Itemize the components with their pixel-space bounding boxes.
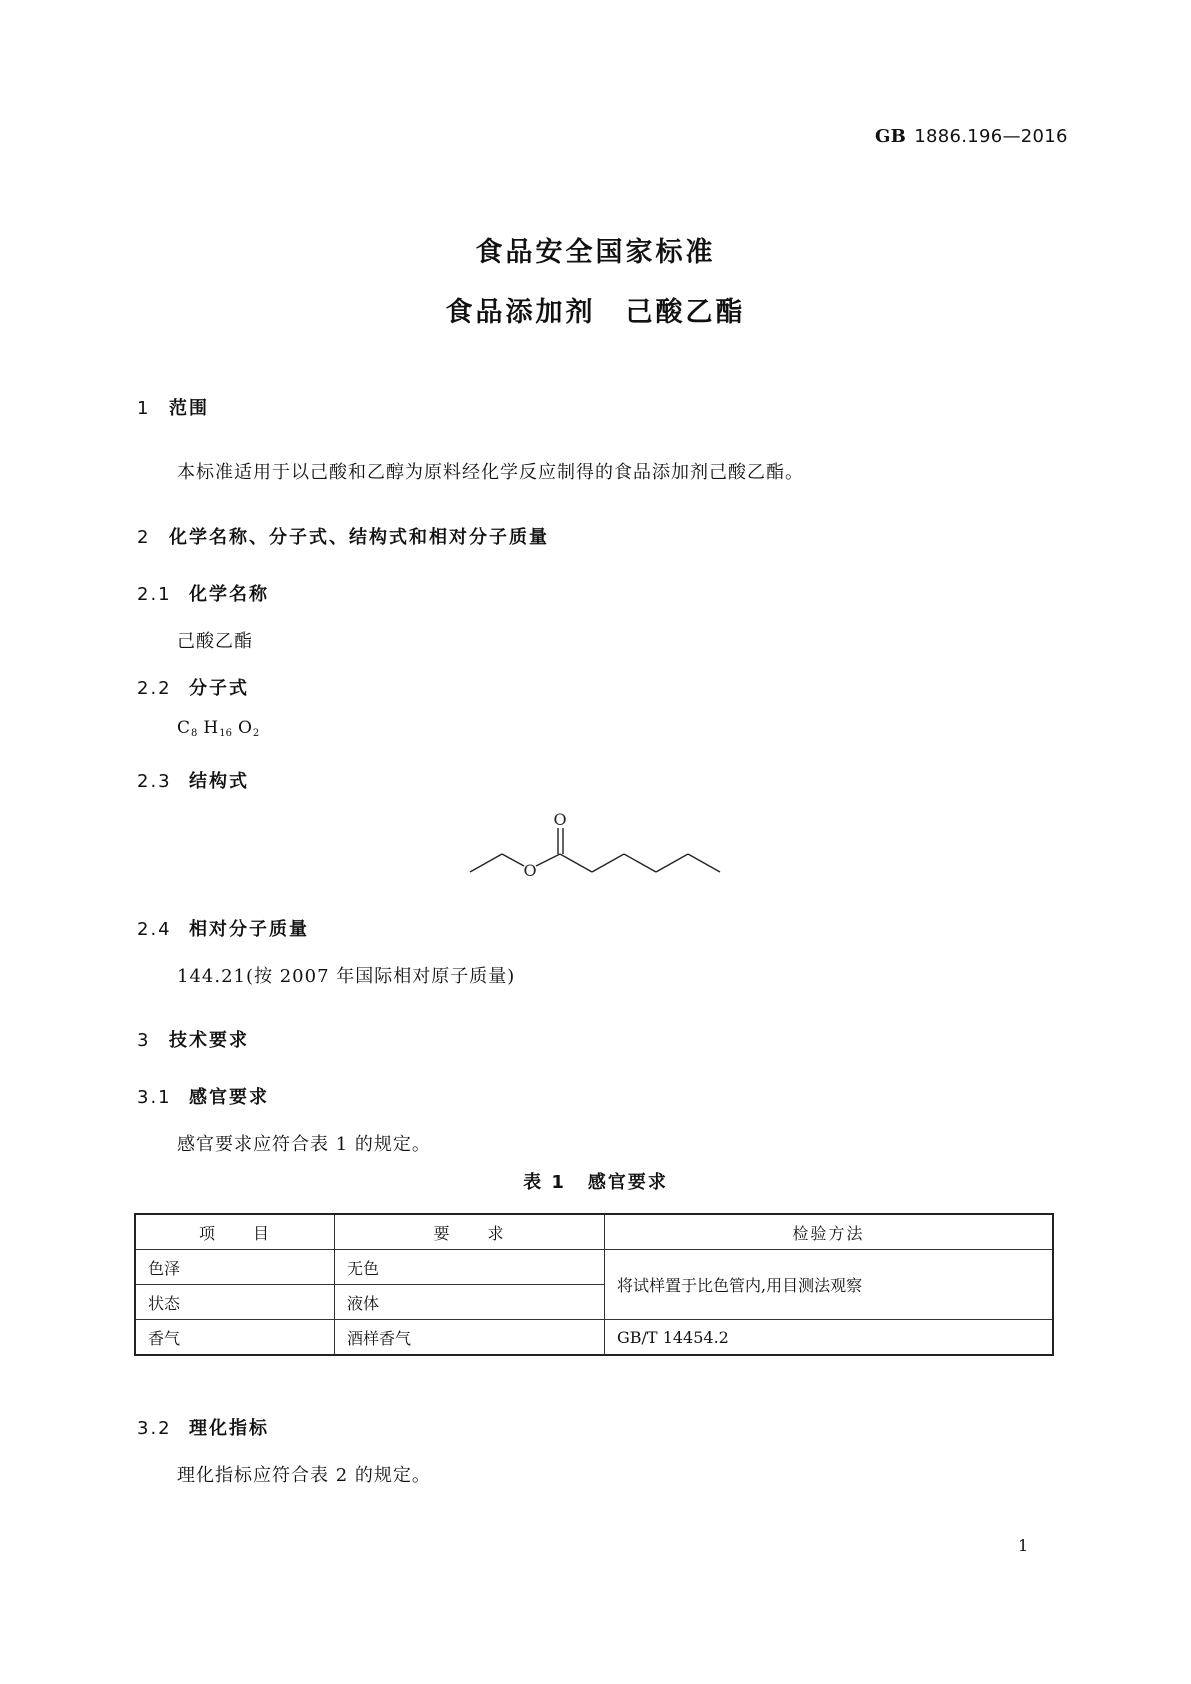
bond-chain-5 <box>688 854 720 872</box>
molecular-formula <box>177 718 265 739</box>
section-title: 范围 <box>169 398 209 419</box>
table-cell-item: 色泽 <box>135 1250 335 1285</box>
section-number: 2.2 <box>137 678 172 699</box>
section-number: 2.1 <box>137 584 172 605</box>
document-title-line2: 食品添加剂 己酸乙酯 <box>445 297 746 328</box>
section-title: 结构式 <box>189 771 249 792</box>
section-title: 感官要求 <box>189 1087 269 1108</box>
bond-o-carbonyl <box>536 854 560 866</box>
section-title: 分子式 <box>189 678 249 699</box>
table-header-row <box>135 1214 1053 1250</box>
table-cell-item: 状态 <box>135 1285 335 1320</box>
table-row <box>135 1250 1053 1285</box>
bond-chain-4 <box>656 854 688 872</box>
section-heading-3 <box>137 1026 249 1052</box>
atom-ester-oxygen: O <box>523 861 537 880</box>
bond-chain-2 <box>592 854 624 872</box>
table-cell-requirement: 无色 <box>335 1250 605 1285</box>
bond-ch2-o <box>502 854 524 866</box>
table1-caption-number: 表 1 <box>523 1172 566 1193</box>
section-number: 2 <box>137 527 151 548</box>
section-title: 技术要求 <box>169 1030 249 1051</box>
table1-caption-title: 感官要求 <box>587 1172 668 1193</box>
table-header-item: 项 目 <box>135 1214 335 1250</box>
table-header-requirement: 要 求 <box>335 1214 605 1250</box>
table-header-method: 检验方法 <box>605 1214 1054 1250</box>
section-heading-3-1 <box>137 1083 269 1109</box>
section-title: 化学名称 <box>189 584 269 605</box>
standard-prefix: GB <box>875 126 907 147</box>
structural-formula <box>460 808 740 888</box>
section-heading-2-4 <box>137 915 309 941</box>
section-title: 相对分子质量 <box>189 919 309 940</box>
bond-chain-1 <box>560 854 592 872</box>
section-number: 3.2 <box>137 1418 172 1439</box>
table-row <box>135 1320 1053 1356</box>
section-number: 3.1 <box>137 1087 172 1108</box>
scope-paragraph: 本标准适用于以己酸和乙醇为原料经化学反应制得的食品添加剂己酸乙酯。 <box>177 462 804 483</box>
formula-count-o: 2 <box>252 728 260 739</box>
table1-caption <box>0 1168 1191 1194</box>
table-cell-requirement: 酒样香气 <box>335 1320 605 1356</box>
document-title-line1: 食品安全国家标准 <box>475 237 716 268</box>
molecular-mass: 144.21(按 2007 年国际相对原子质量) <box>177 966 516 987</box>
bond-ethyl <box>470 854 502 872</box>
section-number: 3 <box>137 1030 151 1051</box>
section-number: 2.4 <box>137 919 172 940</box>
section-title: 化学名称、分子式、结构式和相对分子质量 <box>169 527 549 548</box>
section-heading-1 <box>137 394 209 420</box>
table-cell-item: 香气 <box>135 1320 335 1356</box>
atom-carbonyl-oxygen: O <box>553 810 567 829</box>
standard-code <box>875 126 1068 147</box>
section-heading-2-1 <box>137 580 269 606</box>
page-number: 1 <box>1018 1536 1029 1555</box>
section-heading-2 <box>137 523 549 549</box>
sensory-requirements-table <box>134 1213 1054 1356</box>
section-title: 理化指标 <box>189 1418 269 1439</box>
section-heading-2-2 <box>137 674 249 700</box>
section-heading-2-3 <box>137 767 249 793</box>
table-cell-requirement: 液体 <box>335 1285 605 1320</box>
section-number: 2.3 <box>137 771 172 792</box>
formula-count-c: 8 <box>191 728 198 739</box>
formula-element-h: H <box>203 718 219 738</box>
section-number: 1 <box>137 398 151 419</box>
formula-count-h: 16 <box>219 728 232 739</box>
table-cell-method-merged: 将试样置于比色管内,用目测法观察 <box>605 1250 1054 1320</box>
structure-bonds <box>470 828 720 872</box>
bond-chain-3 <box>624 854 656 872</box>
standard-number: 1886.196—2016 <box>914 126 1068 147</box>
sensory-requirement-text: 感官要求应符合表 1 的规定。 <box>177 1134 431 1155</box>
physicochemical-requirement-text: 理化指标应符合表 2 的规定。 <box>177 1465 431 1486</box>
table-cell-method: GB/T 14454.2 <box>605 1320 1054 1356</box>
chemical-name: 己酸乙酯 <box>177 631 253 652</box>
section-heading-3-2 <box>137 1414 269 1440</box>
formula-element-o: O <box>237 718 252 738</box>
formula-element-c: C <box>177 718 191 738</box>
